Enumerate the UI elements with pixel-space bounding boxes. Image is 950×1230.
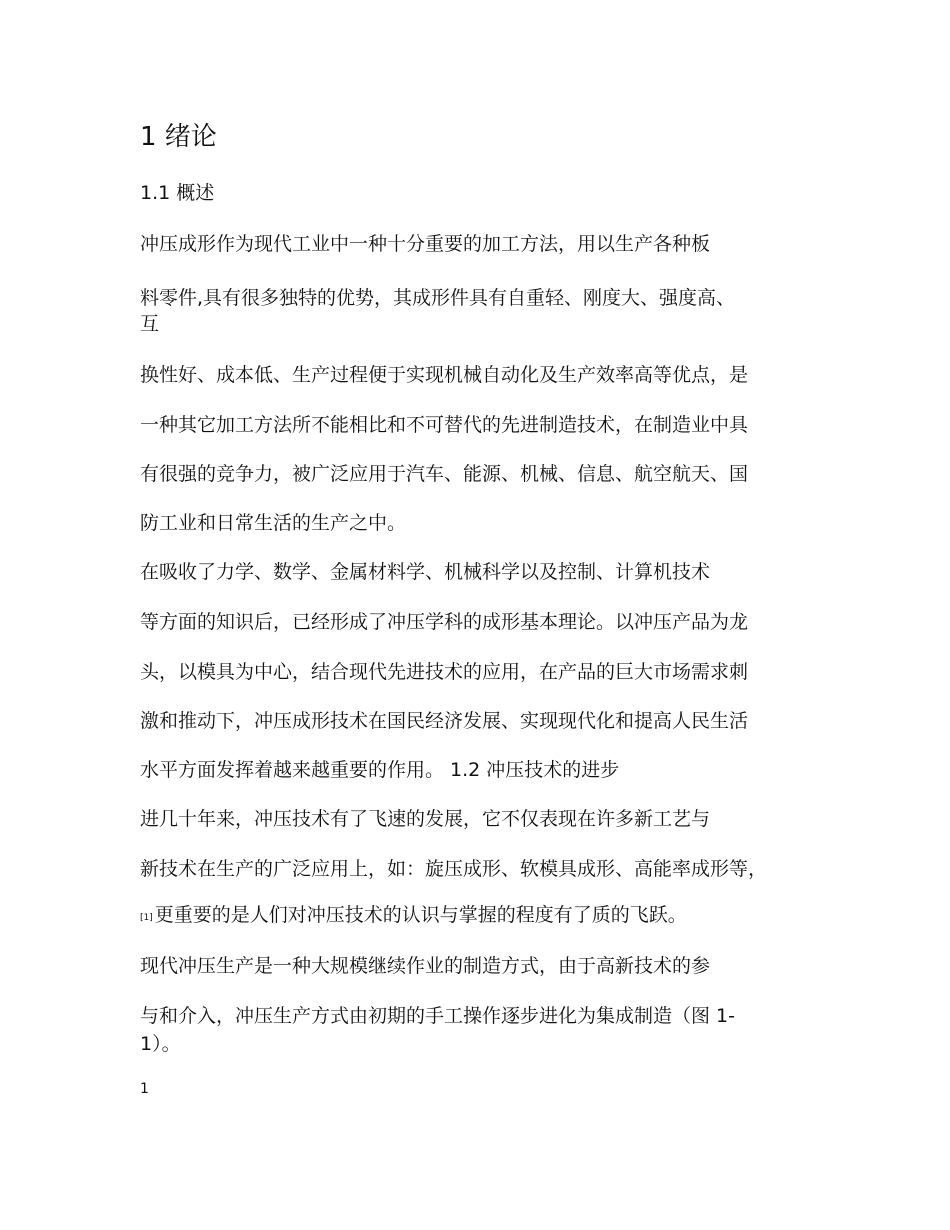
paragraph-2-line-1: 在吸收了力学、数学、金属材料学、机械科学以及控制、计算机技术 (140, 561, 711, 583)
paragraph-3-line-2: 新技术在生产的广泛应用上，如：旋压成形、软模具成形、高能率成形等， (140, 858, 768, 880)
paragraph-line-2-wrap: 互 (140, 313, 160, 335)
paragraph-3-line-3-text: 更重要的是人们对冲压技术的认识与掌握的程度有了质的飞跃。 (154, 904, 687, 926)
paragraph-line-1: 冲压成形作为现代工业中一种十分重要的加工方法，用以生产各种板 (140, 233, 711, 255)
paragraph-line-4: 一种其它加工方法所不能相比和不可替代的先进制造技术，在制造业中具 (140, 414, 749, 436)
paragraph-2-line-3: 头，以模具为中心，结合现代先进技术的应用，在产品的巨大市场需求刺 (140, 661, 749, 683)
paragraph-2-line-2: 等方面的知识后，已经形成了冲压学科的成形基本理论。以冲压产品为龙 (140, 611, 749, 633)
paragraph-2-line-5-with-section: 水平方面发挥着越来越重要的作用。 1.2 冲压技术的进步 (140, 759, 620, 781)
reference-marker: [1] (140, 913, 153, 923)
paragraph-4-line-3: 1）。 (140, 1033, 181, 1055)
chapter-heading: 1 绪论 (140, 122, 217, 152)
paragraph-2-line-4: 激和推动下，冲压成形技术在国民经济发展、实现现代化和提高人民生活 (140, 710, 749, 732)
paragraph-line-3: 换性好、成本低、生产过程便于实现机械自动化及生产效率高等优点，是 (140, 364, 749, 386)
paragraph-3-line-3 (140, 902, 687, 932)
paragraph-line-6: 防工业和日常生活的生产之中。 (140, 512, 407, 534)
paragraph-line-2: 料零件,具有很多独特的优势，其成形件具有自重轻、刚度大、强度高、 (140, 287, 736, 309)
paragraph-3-line-1: 进几十年来，冲压技术有了飞速的发展，它不仅表现在许多新工艺与 (140, 808, 711, 830)
paragraph-4-line-1: 现代冲压生产是一种大规模继续作业的制造方式，由于高新技术的参 (140, 955, 711, 977)
section-heading: 1.1 概述 (140, 182, 215, 204)
paragraph-4-line-2: 与和介入，冲压生产方式由初期的手工操作逐步进化为集成制造（图 1- (140, 1005, 735, 1027)
page-number: 1 (140, 1081, 149, 1097)
paragraph-line-5: 有很强的竞争力，被广泛应用于汽车、能源、机械、信息、航空航天、国 (140, 463, 749, 485)
